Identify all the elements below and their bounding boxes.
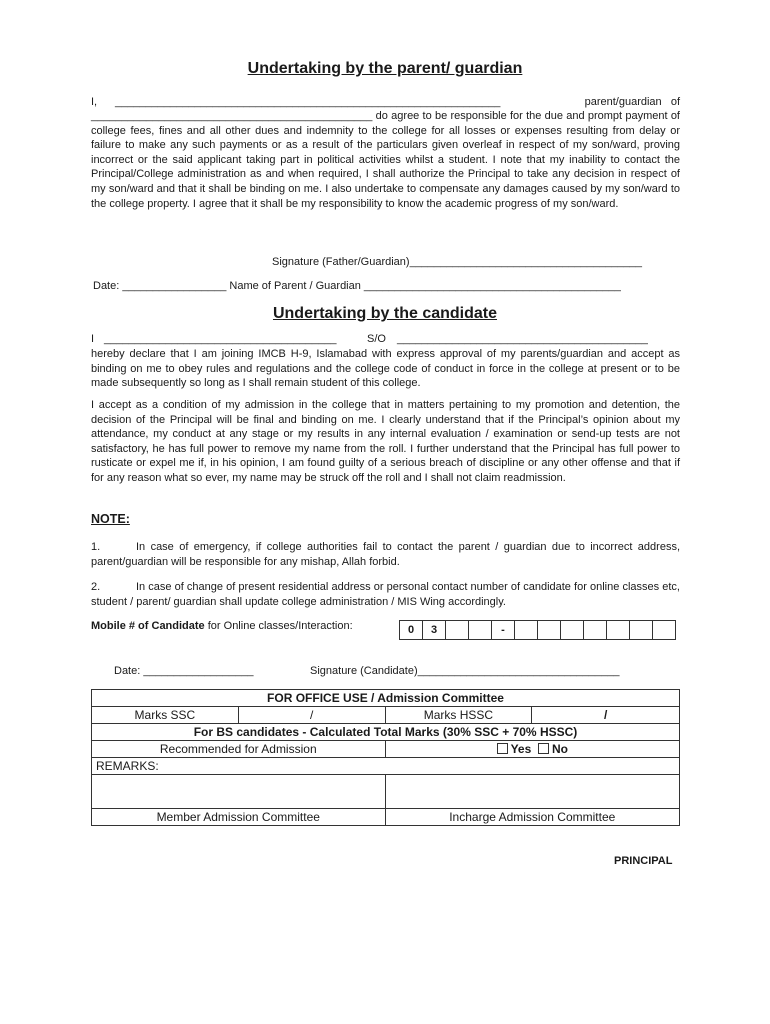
no-checkbox[interactable]	[538, 743, 549, 754]
mobile-digit[interactable]	[584, 620, 607, 640]
parent-signature-line[interactable]: Signature (Father/Guardian)______________________________________	[272, 256, 643, 268]
mobile-digit[interactable]	[446, 620, 469, 640]
office-use-header: FOR OFFICE USE / Admission Committee	[92, 690, 680, 707]
parent-undertaking-body: ______________________________________________ do agree to be responsible for the due and prompt payment of college fees, fines and all other dues and indemnity to the college for all losses or expenses resulting from delay or failure to make any such payments or as a result of the particulars given overleaf in respect of my son/ward, proving incorrect or the said applicant taking part in political activities whilst a student. I note that my inability to contact the Principal/College administration as and when required, I shall authorize the Principal to take any decision in respect of my son/ward and that it shall be binding on me. I also undertake to compensate any damages caused by my son/ward to the college property. I agree that it shall be my responsibility to know the academic progress of my son/ward.	[91, 110, 680, 210]
mobile-digit[interactable]: 3	[423, 620, 446, 640]
office-use-table	[91, 689, 680, 826]
recommended-options: Yes No	[385, 741, 679, 758]
parent-date-name-line[interactable]: Date: _________________ Name of Parent / Guardian __________________________________________	[93, 280, 621, 292]
incharge-signature-area[interactable]	[385, 775, 679, 809]
mobile-number-boxes	[399, 620, 676, 640]
mobile-digit[interactable]	[653, 620, 676, 640]
marks-ssc-value[interactable]: /	[238, 707, 385, 724]
mobile-digit[interactable]	[469, 620, 492, 640]
mobile-dash: -	[492, 620, 515, 640]
parent-undertaking-title: Undertaking by the parent/ guardian	[247, 60, 523, 77]
candidate-father-blank[interactable]: _________________________________________	[397, 333, 648, 345]
mobile-label: Mobile # of Candidate for Online classes/Interaction:	[91, 620, 353, 632]
candidate-signature-line[interactable]: Signature (Candidate)_________________________________	[310, 665, 620, 677]
mobile-digit[interactable]	[630, 620, 653, 640]
incharge-committee-label: Incharge Admission Committee	[385, 809, 679, 826]
member-committee-label: Member Admission Committee	[92, 809, 386, 826]
note-heading: NOTE:	[91, 512, 130, 526]
candidate-date-line[interactable]: Date: __________________	[114, 665, 254, 677]
yes-checkbox[interactable]	[497, 743, 508, 754]
marks-hssc-label: Marks HSSC	[385, 707, 532, 724]
parent-name-blank[interactable]: _______________________________________________________________	[115, 96, 501, 108]
parent-name-line: I, _______________________________________________________________ parent/guardian of	[91, 96, 680, 108]
mobile-digit[interactable]: 0	[400, 620, 423, 640]
remarks-label: REMARKS:	[92, 758, 680, 775]
mobile-digit[interactable]	[607, 620, 630, 640]
note-item-1: 1. In case of emergency, if college authorities fail to contact the parent / guardian due to incorrect address, parent/guardian will be responsible for any mishap, Allah forbid.	[91, 541, 680, 568]
candidate-name-blank[interactable]: ______________________________________	[104, 333, 337, 345]
bs-total-marks: For BS candidates - Calculated Total Marks (30% SSC + 70% HSSC)	[92, 724, 680, 741]
candidate-undertaking-title: Undertaking by the candidate	[272, 305, 498, 322]
mobile-digit[interactable]	[561, 620, 584, 640]
principal-label: PRINCIPAL	[614, 855, 673, 867]
candidate-declaration-para: hereby declare that I am joining IMCB H-9, Islamabad with express approval of my parents/guardian and accept as binding on me to obey rules and regulations and the college code of conduct in force in the college at present or to be made subsequently so long as I shall remain student of this college.	[91, 348, 680, 390]
candidate-condition-para: I accept as a condition of my admission in the college that in matters pertaining to my promotion and detention, the decision of the Principal will be final and binding on me. I clearly understand that if the Principal’s opinion about my attendance, my conduct at any stage or my results in any internal evaluation / examination or send-up tests are not satisfactory, he has full power to remove my name from the roll. I further understand that the Principal has full power to rusticate or expel me if, in his opinion, I am found guilty of a serious breach of discipline or any other offense and that if for any reason what so ever, my name may be struck off the roll and I shall not claim readmission.	[91, 399, 680, 484]
note-item-2: 2. In case of change of present residential address or personal contact number of candidate for online classes etc, student / parent/ guardian shall update college administration / MIS Wing accordingly.	[91, 581, 680, 608]
candidate-name-line: I ______________________________________ S/O _________________________________________	[91, 333, 648, 345]
marks-hssc-value[interactable]: /	[532, 707, 680, 724]
marks-ssc-label: Marks SSC	[92, 707, 239, 724]
recommended-label: Recommended for Admission	[92, 741, 386, 758]
member-signature-area[interactable]	[92, 775, 386, 809]
mobile-digit[interactable]	[538, 620, 561, 640]
mobile-digit[interactable]	[515, 620, 538, 640]
